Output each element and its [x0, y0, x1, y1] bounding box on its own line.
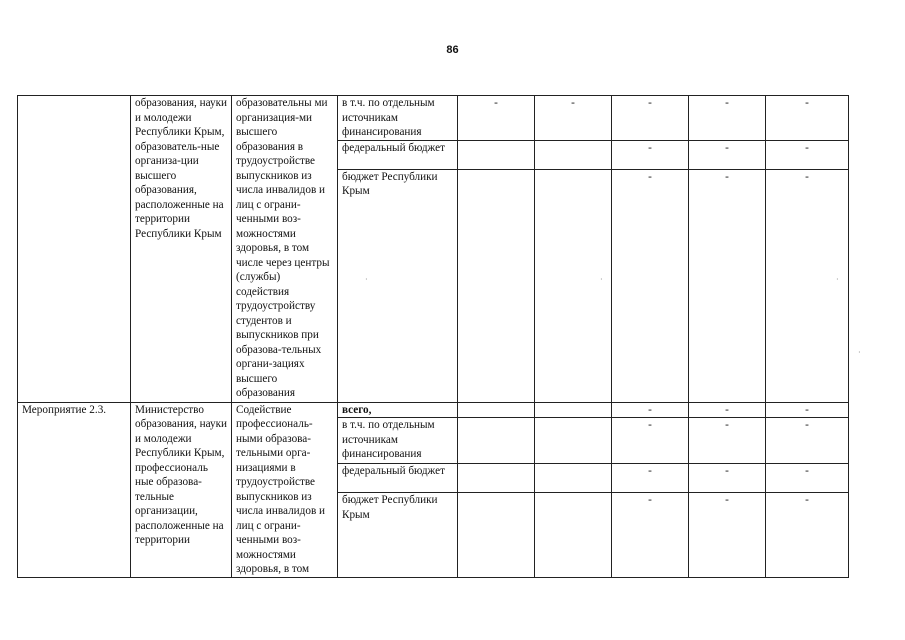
value-cell	[458, 463, 535, 493]
value-cell	[535, 493, 612, 577]
funding-source-cell: в т.ч. по отдельным источникам финансирования	[338, 418, 458, 463]
value-cell	[458, 402, 535, 418]
page-number: 86	[446, 44, 459, 56]
funding-source-cell: федеральный бюджет	[338, 463, 458, 493]
value-cell: -	[535, 96, 612, 141]
value-cell: -	[766, 463, 849, 493]
scan-speck: ·	[600, 275, 603, 284]
funding-source-cell: бюджет Республики Крым	[338, 169, 458, 402]
value-cell: -	[689, 96, 766, 141]
table-row	[18, 96, 849, 141]
value-cell	[535, 463, 612, 493]
value-cell: -	[689, 140, 766, 169]
funding-source-cell: бюджет Республики Крым	[338, 493, 458, 577]
value-cell: -	[766, 140, 849, 169]
value-cell: -	[458, 96, 535, 141]
value-cell: -	[689, 493, 766, 577]
value-cell: -	[612, 140, 689, 169]
funding-source-cell: всего,	[338, 402, 458, 418]
funding-source-cell: в т.ч. по отдельным источникам финансирования	[338, 96, 458, 141]
value-cell: -	[689, 169, 766, 402]
value-cell: -	[612, 402, 689, 418]
executor-cell: образования, науки и молодежи Республики Крым, образователь-ные организа-ции высшего образования, расположенные на территории Республики Крым	[131, 96, 232, 403]
executor-cell: Министерство образования, науки и молодежи Республики Крым, профессиональ ные образова-тельные организации, расположенные на территории	[131, 402, 232, 577]
value-cell: -	[689, 418, 766, 463]
value-cell	[458, 418, 535, 463]
value-cell: -	[612, 493, 689, 577]
description-cell: образовательны ми организация-ми высшего образования в трудоустройстве выпускников из числа инвалидов и лиц с ограни-ченными воз-можностями здоровья, в том числе через центры (службы) содействия трудоустройству студентов и выпускников при образова-тельных органи-зациях высшего образования	[232, 96, 338, 403]
description-cell: Содействие профессиональ-ными образова-тельными орга-низациями в трудоустройстве выпускников из числа инвалидов и лиц с ограни-ченными воз-можностями здоровья, в том	[232, 402, 338, 577]
value-cell	[458, 493, 535, 577]
value-cell: -	[689, 463, 766, 493]
value-cell	[535, 418, 612, 463]
value-cell: -	[689, 402, 766, 418]
value-cell: -	[766, 96, 849, 141]
value-cell	[535, 402, 612, 418]
table-row	[18, 402, 849, 418]
funding-source-cell: федеральный бюджет	[338, 140, 458, 169]
value-cell: -	[612, 96, 689, 141]
value-cell: -	[766, 402, 849, 418]
scan-speck: ·	[365, 275, 368, 284]
value-cell: -	[612, 418, 689, 463]
value-cell: -	[612, 463, 689, 493]
value-cell	[535, 169, 612, 402]
activity-cell: Мероприятие 2.3.	[18, 402, 131, 577]
value-cell: -	[766, 493, 849, 577]
value-cell	[458, 169, 535, 402]
value-cell: -	[766, 169, 849, 402]
scan-speck: ·	[858, 348, 861, 357]
program-table	[17, 95, 849, 578]
value-cell	[458, 140, 535, 169]
value-cell	[535, 140, 612, 169]
value-cell: -	[766, 418, 849, 463]
value-cell: -	[612, 169, 689, 402]
activity-cell	[18, 96, 131, 403]
scan-speck: ·	[836, 275, 839, 284]
